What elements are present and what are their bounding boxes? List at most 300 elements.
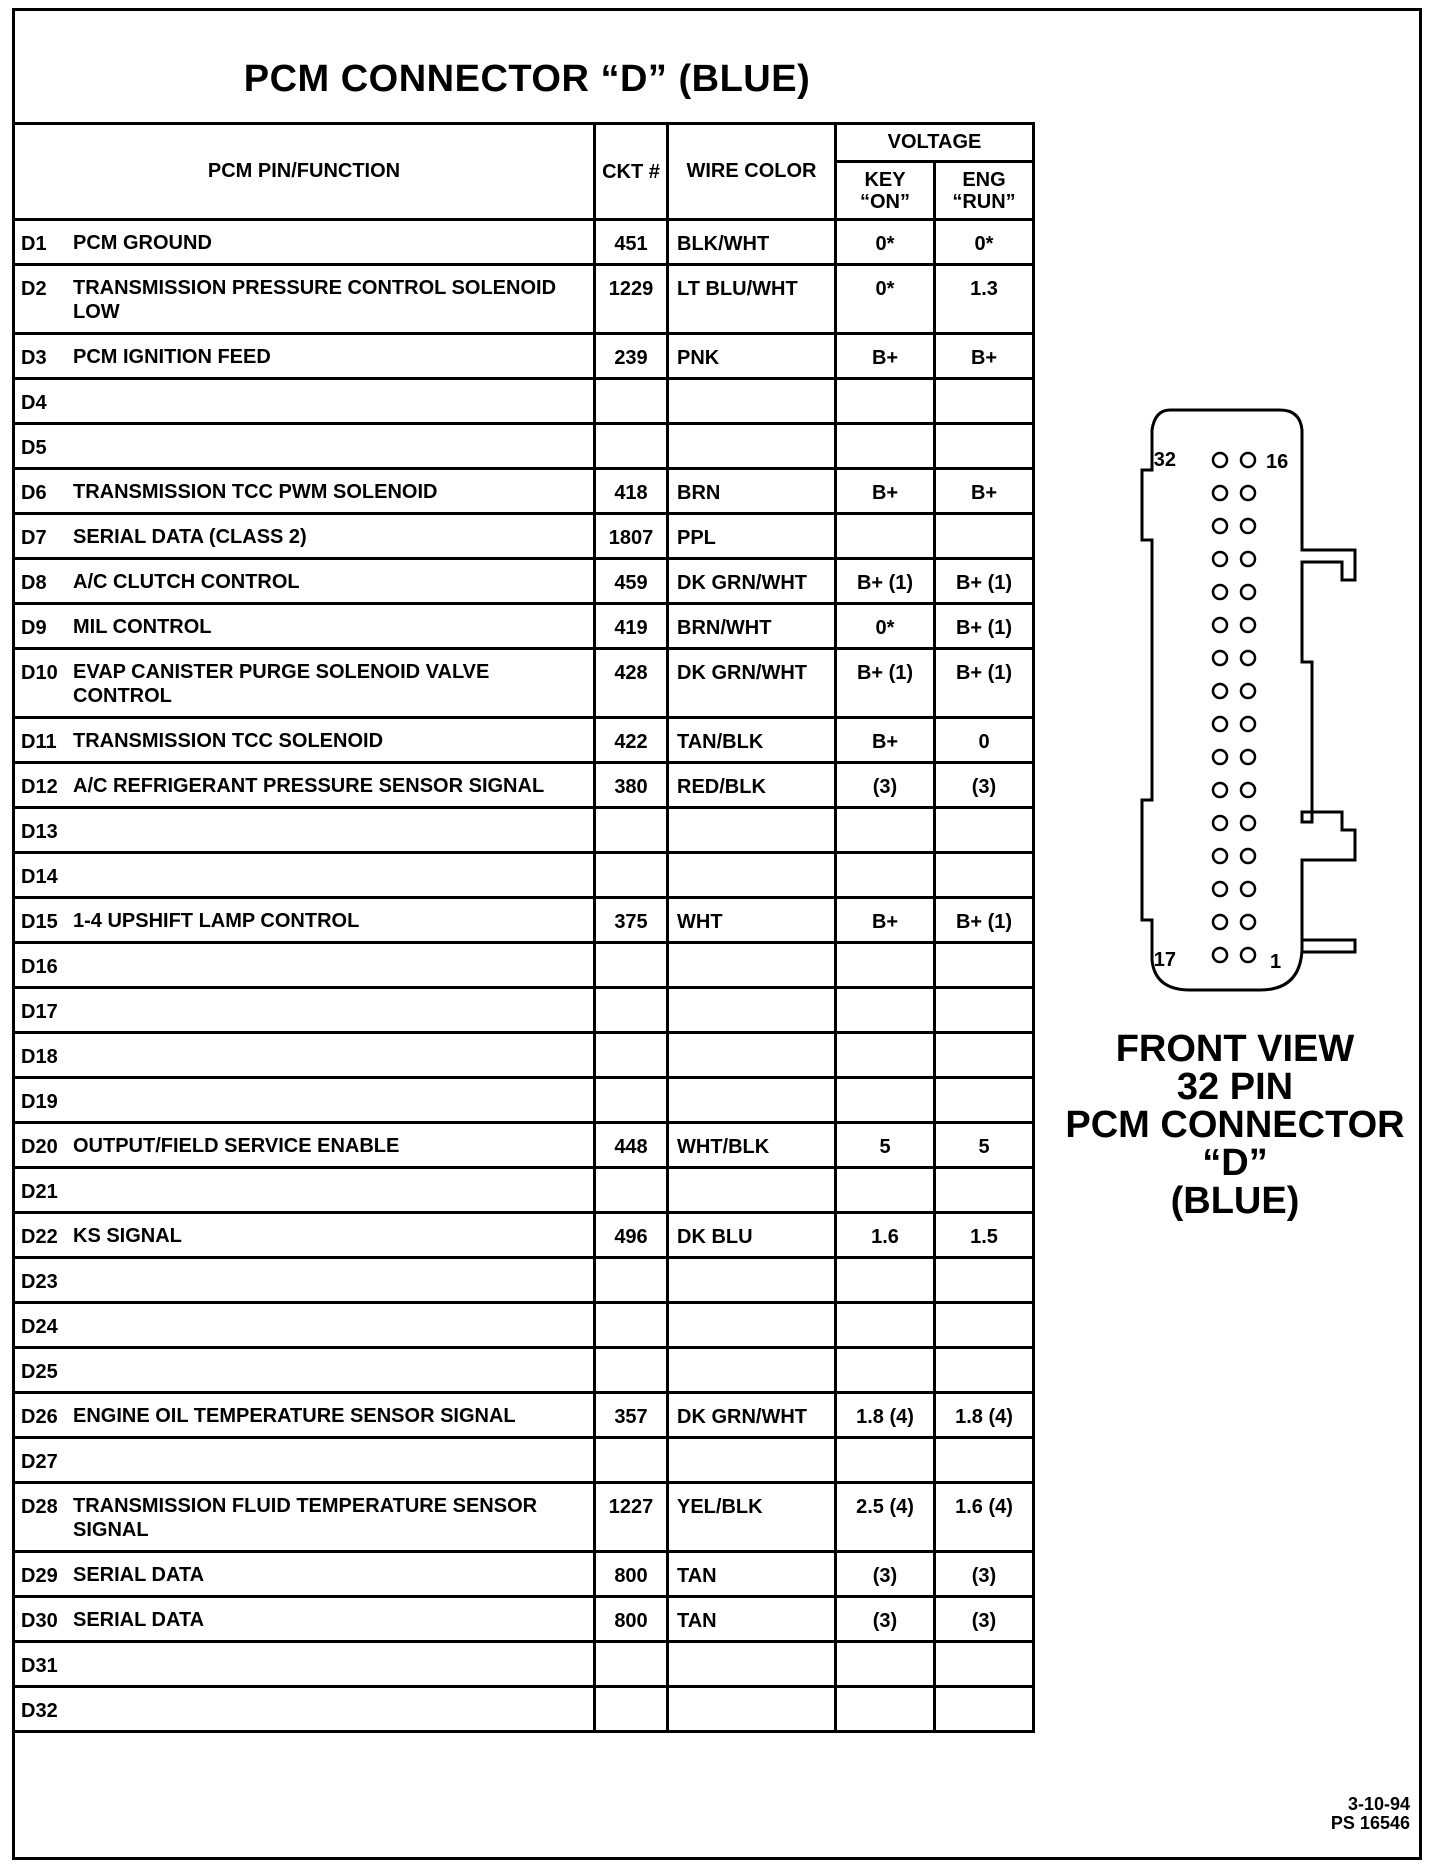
cell-wire-color (668, 1642, 836, 1687)
cell-ckt: 357 (595, 1393, 668, 1438)
cell-key-on (836, 943, 935, 988)
pin-function (73, 1359, 593, 1384)
cell-function (14, 379, 595, 424)
connector-pin-hole (1241, 453, 1255, 467)
table-row (14, 1303, 1034, 1348)
pin-function (73, 1314, 593, 1339)
connector-pin-hole (1213, 816, 1227, 830)
cell-function (14, 1123, 595, 1168)
cell-wire-color: BRN/WHT (668, 604, 836, 649)
table-row (14, 763, 1034, 808)
cell-eng-run: B+ (935, 334, 1034, 379)
cell-ckt: 459 (595, 559, 668, 604)
pin-code: D31 (21, 1655, 58, 1677)
cell-function (14, 1483, 595, 1552)
cell-function (14, 943, 595, 988)
cell-eng-run: 1.8 (4) (935, 1393, 1034, 1438)
pin-code: D32 (21, 1700, 58, 1722)
pin-code: D7 (21, 527, 47, 549)
pin-code: D11 (21, 731, 57, 753)
connector-pin-hole (1241, 948, 1255, 962)
cell-key-on: B+ (1) (836, 649, 935, 718)
cell-eng-run: B+ (1) (935, 604, 1034, 649)
pin-code: D21 (21, 1181, 58, 1203)
connector-outline (1142, 410, 1355, 990)
connector-pin-hole (1213, 849, 1227, 863)
connector-pin-hole (1241, 915, 1255, 929)
pin-function (73, 819, 593, 844)
table-row (14, 1123, 1034, 1168)
cell-wire-color (668, 1168, 836, 1213)
cell-function (14, 604, 595, 649)
cell-eng-run (935, 1078, 1034, 1123)
connector-diagram (1130, 400, 1370, 1000)
cell-key-on (836, 1303, 935, 1348)
pin-function (73, 1698, 593, 1723)
header-voltage: VOLTAGE (836, 124, 1034, 162)
cell-wire-color: DK GRN/WHT (668, 559, 836, 604)
cell-function (14, 1303, 595, 1348)
table-row (14, 265, 1034, 334)
cell-eng-run: 5 (935, 1123, 1034, 1168)
cell-ckt: 239 (595, 334, 668, 379)
cell-key-on (836, 1033, 935, 1078)
pin-code: D26 (21, 1406, 58, 1428)
pin-label-32: 32 (1153, 449, 1176, 471)
cell-wire-color (668, 1438, 836, 1483)
pin-function: TRANSMISSION PRESSURE CONTROL SOLENOID LOW (73, 277, 557, 323)
connector-pin-hole (1241, 486, 1255, 500)
pin-code: D30 (21, 1610, 58, 1632)
pin-function: TRANSMISSION TCC SOLENOID (73, 730, 384, 752)
cell-eng-run (935, 1258, 1034, 1303)
connector-pin-hole (1213, 750, 1227, 764)
connector-pin-hole (1241, 552, 1255, 566)
cell-ckt: 380 (595, 763, 668, 808)
cell-key-on: 0* (836, 220, 935, 265)
connector-pin-hole (1213, 651, 1227, 665)
connector-pin-hole (1213, 783, 1227, 797)
cell-eng-run (935, 1642, 1034, 1687)
cell-wire-color: RED/BLK (668, 763, 836, 808)
connector-pin-hole (1241, 717, 1255, 731)
table-row (14, 424, 1034, 469)
cell-eng-run (935, 1303, 1034, 1348)
cell-key-on: 5 (836, 1123, 935, 1168)
pin-function: SERIAL DATA (73, 1609, 205, 1631)
connector-pin-hole (1213, 453, 1227, 467)
pin-code: D1 (21, 233, 47, 255)
pin-code: D15 (21, 911, 58, 933)
cell-wire-color: PPL (668, 514, 836, 559)
connector-pin-hole (1241, 816, 1255, 830)
caption-line-2: 32 PIN (1176, 1066, 1294, 1108)
cell-key-on (836, 1642, 935, 1687)
cell-eng-run: (3) (935, 1552, 1034, 1597)
pin-code: D27 (21, 1451, 58, 1473)
cell-eng-run (935, 1687, 1034, 1732)
cell-key-on (836, 1348, 935, 1393)
header-pin-function: PCM PIN/FUNCTION (14, 124, 595, 220)
pin-function (73, 390, 593, 415)
page-title: PCM CONNECTOR “D” (BLUE) (243, 58, 811, 100)
cell-ckt: 1807 (595, 514, 668, 559)
connector-pin-hole (1213, 882, 1227, 896)
pin-function: 1-4 UPSHIFT LAMP CONTROL (73, 910, 360, 932)
pin-function (73, 864, 593, 889)
cell-wire-color: WHT/BLK (668, 1123, 836, 1168)
cell-key-on (836, 514, 935, 559)
pin-code: D14 (21, 866, 58, 888)
table-row (14, 1597, 1034, 1642)
table-row (14, 898, 1034, 943)
cell-wire-color: DK GRN/WHT (668, 1393, 836, 1438)
cell-wire-color: BLK/WHT (668, 220, 836, 265)
connector-pins (1213, 453, 1255, 962)
connector-pin-hole (1213, 684, 1227, 698)
cell-key-on: B+ (1) (836, 559, 935, 604)
cell-ckt: 496 (595, 1213, 668, 1258)
footer-code: PS 16546 (1330, 1813, 1410, 1833)
cell-key-on: B+ (836, 334, 935, 379)
cell-key-on: (3) (836, 1597, 935, 1642)
cell-function (14, 1552, 595, 1597)
cell-key-on: 1.6 (836, 1213, 935, 1258)
cell-ckt (595, 1168, 668, 1213)
cell-ckt (595, 808, 668, 853)
cell-eng-run: 1.6 (4) (935, 1483, 1034, 1552)
table-row (14, 1213, 1034, 1258)
connector-pin-hole (1213, 519, 1227, 533)
connector-pin-hole (1241, 849, 1255, 863)
table-row (14, 943, 1034, 988)
cell-eng-run (935, 514, 1034, 559)
connector-pin-hole (1241, 519, 1255, 533)
caption-line-1: FRONT VIEW (1115, 1028, 1355, 1070)
cell-ckt (595, 943, 668, 988)
pin-label-1: 1 (1270, 951, 1282, 973)
table-row (14, 1687, 1034, 1732)
cell-ckt: 419 (595, 604, 668, 649)
connector-bottom-latch (1302, 940, 1355, 952)
caption-line-4: “D” (1202, 1142, 1268, 1184)
pin-function: PCM IGNITION FEED (73, 346, 271, 368)
table-row (14, 1348, 1034, 1393)
pin-code: D23 (21, 1271, 58, 1293)
cell-key-on: 2.5 (4) (836, 1483, 935, 1552)
cell-eng-run: B+ (1) (935, 559, 1034, 604)
pin-function: SERIAL DATA (73, 1564, 205, 1586)
table-row (14, 604, 1034, 649)
cell-eng-run (935, 853, 1034, 898)
cell-wire-color: DK GRN/WHT (668, 649, 836, 718)
cell-wire-color: TAN (668, 1552, 836, 1597)
cell-key-on (836, 988, 935, 1033)
cell-ckt (595, 1033, 668, 1078)
cell-function (14, 424, 595, 469)
connector-pin-hole (1213, 486, 1227, 500)
cell-key-on (836, 1438, 935, 1483)
table-row (14, 1552, 1034, 1597)
cell-ckt (595, 988, 668, 1033)
pin-code: D29 (21, 1565, 58, 1587)
connector-pin-hole (1241, 750, 1255, 764)
table-row (14, 469, 1034, 514)
cell-wire-color (668, 1348, 836, 1393)
table-row (14, 379, 1034, 424)
cell-function (14, 1438, 595, 1483)
cell-function (14, 1393, 595, 1438)
pin-code: D3 (21, 347, 47, 369)
cell-ckt (595, 1348, 668, 1393)
pin-function (73, 954, 593, 979)
cell-wire-color (668, 808, 836, 853)
cell-wire-color: LT BLU/WHT (668, 265, 836, 334)
connector-pin-hole (1241, 585, 1255, 599)
pin-code: D28 (21, 1496, 58, 1518)
cell-ckt: 800 (595, 1552, 668, 1597)
pin-function: EVAP CANISTER PURGE SOLENOID VALVE CONTROL (73, 661, 490, 707)
cell-function (14, 1033, 595, 1078)
cell-ckt: 448 (595, 1123, 668, 1168)
table-row (14, 514, 1034, 559)
pin-code: D4 (21, 392, 47, 414)
cell-function (14, 514, 595, 559)
pin-label-17: 17 (1153, 949, 1176, 971)
cell-function (14, 763, 595, 808)
pin-code: D22 (21, 1226, 58, 1248)
pin-function: ENGINE OIL TEMPERATURE SENSOR SIGNAL (73, 1405, 516, 1427)
pin-function (73, 1044, 593, 1069)
pin-function: TRANSMISSION FLUID TEMPERATURE SENSOR SIGNAL (73, 1495, 538, 1541)
pin-function: SERIAL DATA (CLASS 2) (73, 526, 307, 548)
pin-function (73, 1179, 593, 1204)
cell-wire-color (668, 1303, 836, 1348)
table-row (14, 559, 1034, 604)
cell-wire-color: TAN/BLK (668, 718, 836, 763)
pin-code: D5 (21, 437, 47, 459)
connector-pin-hole (1213, 585, 1227, 599)
pin-function: A/C CLUTCH CONTROL (73, 571, 300, 593)
connector-pin-hole (1213, 915, 1227, 929)
cell-eng-run: (3) (935, 1597, 1034, 1642)
pin-code: D10 (21, 662, 58, 684)
pin-function (73, 1449, 593, 1474)
cell-ckt: 1229 (595, 265, 668, 334)
cell-wire-color: YEL/BLK (668, 1483, 836, 1552)
pin-code: D19 (21, 1091, 58, 1113)
pin-function (73, 1653, 593, 1678)
cell-function (14, 559, 595, 604)
cell-ckt (595, 1687, 668, 1732)
cell-eng-run (935, 808, 1034, 853)
cell-eng-run (935, 943, 1034, 988)
cell-function (14, 334, 595, 379)
table-row (14, 808, 1034, 853)
pin-code: D9 (21, 617, 47, 639)
pin-function: A/C REFRIGERANT PRESSURE SENSOR SIGNAL (73, 775, 545, 797)
cell-ckt: 1227 (595, 1483, 668, 1552)
cell-wire-color (668, 853, 836, 898)
cell-eng-run: 1.5 (935, 1213, 1034, 1258)
cell-function (14, 469, 595, 514)
cell-key-on: B+ (836, 898, 935, 943)
connector-pin-hole (1213, 948, 1227, 962)
cell-function (14, 898, 595, 943)
cell-key-on: 1.8 (4) (836, 1393, 935, 1438)
pin-function: PCM GROUND (73, 232, 212, 254)
header-eng-run: ENG “RUN” (935, 162, 1034, 220)
table-row (14, 1393, 1034, 1438)
cell-ckt (595, 424, 668, 469)
pin-table (12, 122, 1035, 1733)
pin-code: D25 (21, 1361, 58, 1383)
cell-eng-run (935, 1348, 1034, 1393)
table-row (14, 1642, 1034, 1687)
connector-pin-hole (1241, 684, 1255, 698)
pin-code: D24 (21, 1316, 58, 1338)
pin-function: MIL CONTROL (73, 616, 212, 638)
connector-pin-hole (1213, 552, 1227, 566)
cell-eng-run (935, 379, 1034, 424)
cell-wire-color (668, 943, 836, 988)
cell-eng-run (935, 1168, 1034, 1213)
cell-function (14, 988, 595, 1033)
pin-function (73, 999, 593, 1024)
table-row (14, 1483, 1034, 1552)
cell-eng-run (935, 988, 1034, 1033)
cell-wire-color (668, 1687, 836, 1732)
cell-key-on: 0* (836, 265, 935, 334)
cell-key-on (836, 379, 935, 424)
cell-function (14, 1213, 595, 1258)
cell-ckt (595, 1303, 668, 1348)
cell-function (14, 1258, 595, 1303)
footer-date: 3-10-94 (1347, 1794, 1410, 1814)
cell-function (14, 265, 595, 334)
table-row (14, 1438, 1034, 1483)
pin-function (73, 435, 593, 460)
connector-pin-hole (1241, 882, 1255, 896)
cell-key-on: (3) (836, 1552, 935, 1597)
table-row (14, 1033, 1034, 1078)
table-row (14, 1258, 1034, 1303)
header-wire-color: WIRE COLOR (668, 124, 836, 220)
cell-wire-color: WHT (668, 898, 836, 943)
cell-eng-run (935, 424, 1034, 469)
table-row (14, 988, 1034, 1033)
cell-wire-color (668, 424, 836, 469)
pin-code: D8 (21, 572, 47, 594)
cell-wire-color: BRN (668, 469, 836, 514)
cell-wire-color: PNK (668, 334, 836, 379)
cell-key-on: B+ (836, 469, 935, 514)
pin-function: OUTPUT/FIELD SERVICE ENABLE (73, 1135, 400, 1157)
cell-key-on (836, 808, 935, 853)
cell-eng-run: B+ (935, 469, 1034, 514)
cell-ckt (595, 1078, 668, 1123)
pin-code: D13 (21, 821, 58, 843)
cell-function (14, 1687, 595, 1732)
table-row (14, 1168, 1034, 1213)
header-key-on: KEY “ON” (836, 162, 935, 220)
pin-code: D2 (21, 278, 47, 300)
cell-eng-run: 0* (935, 220, 1034, 265)
pin-function (73, 1089, 593, 1114)
pin-code: D20 (21, 1136, 58, 1158)
cell-ckt: 428 (595, 649, 668, 718)
connector-pin-hole (1213, 717, 1227, 731)
caption-line-3: PCM CONNECTOR (1065, 1104, 1405, 1146)
cell-function (14, 808, 595, 853)
cell-eng-run: 1.3 (935, 265, 1034, 334)
connector-caption (1040, 1030, 1430, 1220)
connector-pin-hole (1241, 618, 1255, 632)
cell-key-on (836, 1078, 935, 1123)
cell-function (14, 1348, 595, 1393)
cell-key-on: (3) (836, 763, 935, 808)
cell-eng-run: B+ (1) (935, 898, 1034, 943)
pin-label-16: 16 (1266, 451, 1289, 473)
table-row (14, 853, 1034, 898)
cell-ckt: 800 (595, 1597, 668, 1642)
cell-wire-color (668, 1033, 836, 1078)
cell-key-on (836, 1168, 935, 1213)
cell-ckt (595, 1438, 668, 1483)
table-row (14, 220, 1034, 265)
caption-line-5: (BLUE) (1170, 1180, 1300, 1222)
cell-ckt: 422 (595, 718, 668, 763)
cell-ckt: 375 (595, 898, 668, 943)
table-row (14, 1078, 1034, 1123)
cell-key-on: 0* (836, 604, 935, 649)
cell-eng-run (935, 1438, 1034, 1483)
cell-function (14, 1642, 595, 1687)
cell-ckt (595, 853, 668, 898)
table-row (14, 334, 1034, 379)
pin-function: KS SIGNAL (73, 1225, 182, 1247)
pin-code: D6 (21, 482, 47, 504)
connector-pin-hole (1241, 783, 1255, 797)
cell-function (14, 1597, 595, 1642)
pin-code: D17 (21, 1001, 58, 1023)
document-footer (1331, 1795, 1410, 1833)
table-row (14, 718, 1034, 763)
cell-ckt: 451 (595, 220, 668, 265)
cell-function (14, 1168, 595, 1213)
cell-eng-run: B+ (1) (935, 649, 1034, 718)
cell-key-on (836, 424, 935, 469)
table-row (14, 649, 1034, 718)
cell-key-on: B+ (836, 718, 935, 763)
cell-eng-run: (3) (935, 763, 1034, 808)
cell-wire-color (668, 1078, 836, 1123)
cell-function (14, 1078, 595, 1123)
cell-wire-color: DK BLU (668, 1213, 836, 1258)
pin-code: D16 (21, 956, 58, 978)
cell-ckt (595, 1258, 668, 1303)
cell-wire-color: TAN (668, 1597, 836, 1642)
cell-function (14, 853, 595, 898)
cell-function (14, 718, 595, 763)
cell-ckt (595, 379, 668, 424)
cell-wire-color (668, 988, 836, 1033)
cell-eng-run (935, 1033, 1034, 1078)
cell-key-on (836, 1687, 935, 1732)
pin-code: D18 (21, 1046, 58, 1068)
connector-pin-hole (1213, 618, 1227, 632)
header-ckt: CKT # (595, 124, 668, 220)
